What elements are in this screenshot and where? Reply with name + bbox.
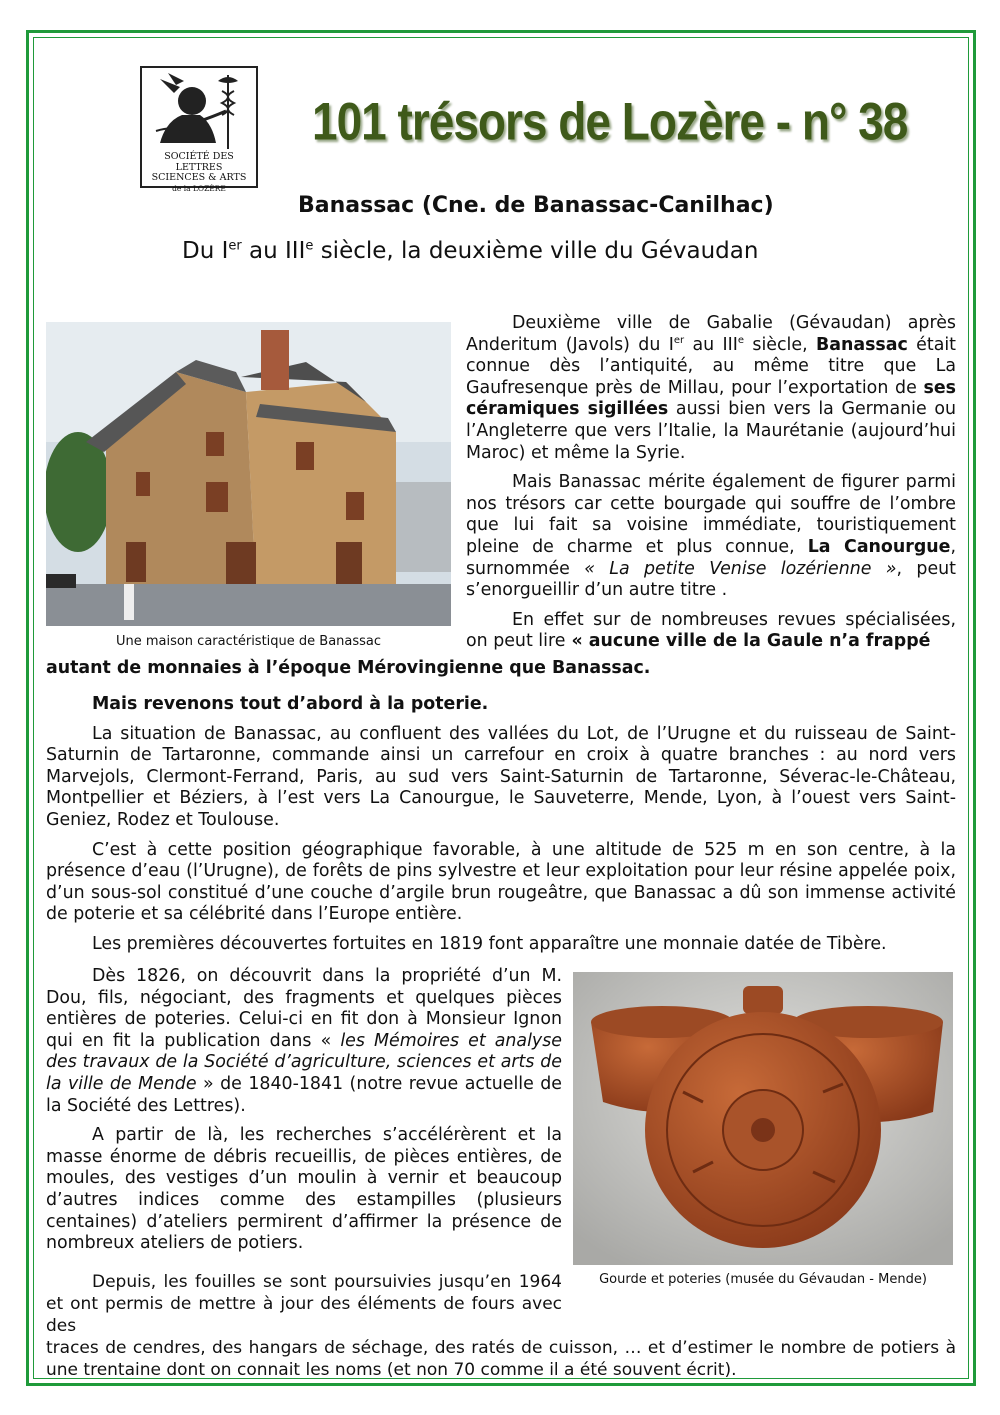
pottery-photo — [573, 972, 953, 1265]
logo-line2: SCIENCES & ARTS — [151, 172, 247, 183]
pottery-photo-caption: Gourde et poteries (musée du Gévaudan - Mende) — [599, 1272, 927, 1287]
paragraph-monnaies-end: autant de monnaies à l’époque Mérovingienne que Banassac. — [46, 658, 651, 678]
society-logo — [140, 66, 258, 193]
paragraph-fouilles-start: Depuis, les fouilles se sont poursuivies jusqu’en 1964 et ont permis de mettre à jour des éléments de fours avec des — [46, 1272, 562, 1336]
paragraph-position: C’est à cette position géographique favorable, à une altitude de 525 m en son centre, à la présence d’eau (l’Urugne), de forêts de pins sylvestre et leur exploitation pour leur résine appelée poix, d’un sous-sol constitué d’une couche d’argile brun rougeâtre, que Banassac a dû son immense activité de poterie et sa célébrité dans l’Europe entière. — [46, 839, 956, 925]
paragraph-tibere: Les premières découvertes fortuites en 1819 font apparaître une monnaie datée de Tibère. — [92, 933, 887, 954]
main-text — [46, 694, 956, 956]
logo-line3: de la LOZÈRE — [172, 183, 226, 193]
article-subtitle: Banassac (Cne. de Banassac-Canilhac) — [298, 193, 774, 218]
paragraph-monnaies-start: En effet sur de nombreuses revues spécialisées, on peut lire « aucune ville de la Gaule n’a frappé — [466, 609, 956, 652]
paragraph-1826: Dès 1826, on découvrit dans la propriété d’un M. Dou, fils, négociant, des fragments et quelques pièces entières de poteries. Celui-ci en fit don à Monsieur Ignon qui en fit la publication dans « les Mémoires et analyse des travaux de la Société d’agriculture, sciences et arts de la ville de Mende » de 1840-1841 (notre revue actuelle de la Société des Lettres). — [46, 966, 563, 1116]
house-photo-caption: Une maison caractéristique de Banassac — [115, 634, 382, 649]
logo-text — [142, 152, 256, 194]
history-column — [46, 966, 562, 1255]
paragraph-recherches: A partir de là, les recherches s’accélérèrent et la masse énorme de débris recueillis, de pièces entières, de moules, des vestiges d’un moulin à vernir et beaucoup d’autres indices comme des estampilles (plusieurs centaines) d’ateliers permirent d’affirmer la présence de nombreux ateliers de potiers. — [46, 1125, 562, 1254]
heading-poterie: Mais revenons tout d’abord à la poterie. — [92, 694, 489, 714]
paragraph-fouilles-end: traces de cendres, des hangars de séchage, des ratés de cuisson, … et d’estimer le nombre de potiers à une trentaine dont on connait les noms (et non 70 comme il a été souvent écrit). — [46, 1338, 956, 1380]
monnaies-line — [46, 658, 956, 680]
mercury-emblem-icon — [146, 71, 254, 151]
paragraph-canourgue: Mais Banassac mérite également de figurer parmi nos trésors car cette bourgade qui souffre de l’ombre que lui fait sa voisine immédiate, touristiquement pleine de charme et plus connue, La Canourgue, surnommée « La petite Venise lozérienne », peut s’enorgueillir d’un autre titre . — [466, 472, 956, 601]
paragraph-intro: Deuxième ville de Gabalie (Gévaudan) après Anderitum (Javols) du Ier au IIIe siècle, Banassac était connue dès l’antiquité, au même titre que La Gaufresenque près de Millau, pour l’exportation de ses céramiques sigillées aussi bien vers la Germanie ou l’Angleterre que vers l’Italie, la Maurétanie (aujourd’hui Maroc) et même la Syrie. — [466, 313, 957, 463]
logo-line1: SOCIÉTÉ DES LETTRES — [164, 151, 234, 173]
page-title: 101 trésors de Lozère - n° 38 — [312, 91, 908, 151]
house-photo — [46, 322, 451, 626]
closing-text — [46, 1271, 956, 1381]
intro-column — [466, 313, 956, 653]
paragraph-situation: La situation de Banassac, au confluent des vallées du Lot, de l’Urugne et du ruisseau de Saint-Saturnin de Tartaronne, commande ainsi un carrefour en croix à quatre branches : au nord vers Marvejols, Clermont-Ferrand, Paris, au sud vers Saint-Saturnin de Tartaronne, Séverac-le-Château, Montpellier et Béziers, à l’est vers La Canourgue, le Sauveterre, Mende, Lyon, à l’ouest vers Saint-Geniez, Rodez et Toulouse. — [46, 723, 956, 830]
article-tagline: Du Ier au IIIe siècle, la deuxième ville du Gévaudan — [182, 238, 759, 264]
